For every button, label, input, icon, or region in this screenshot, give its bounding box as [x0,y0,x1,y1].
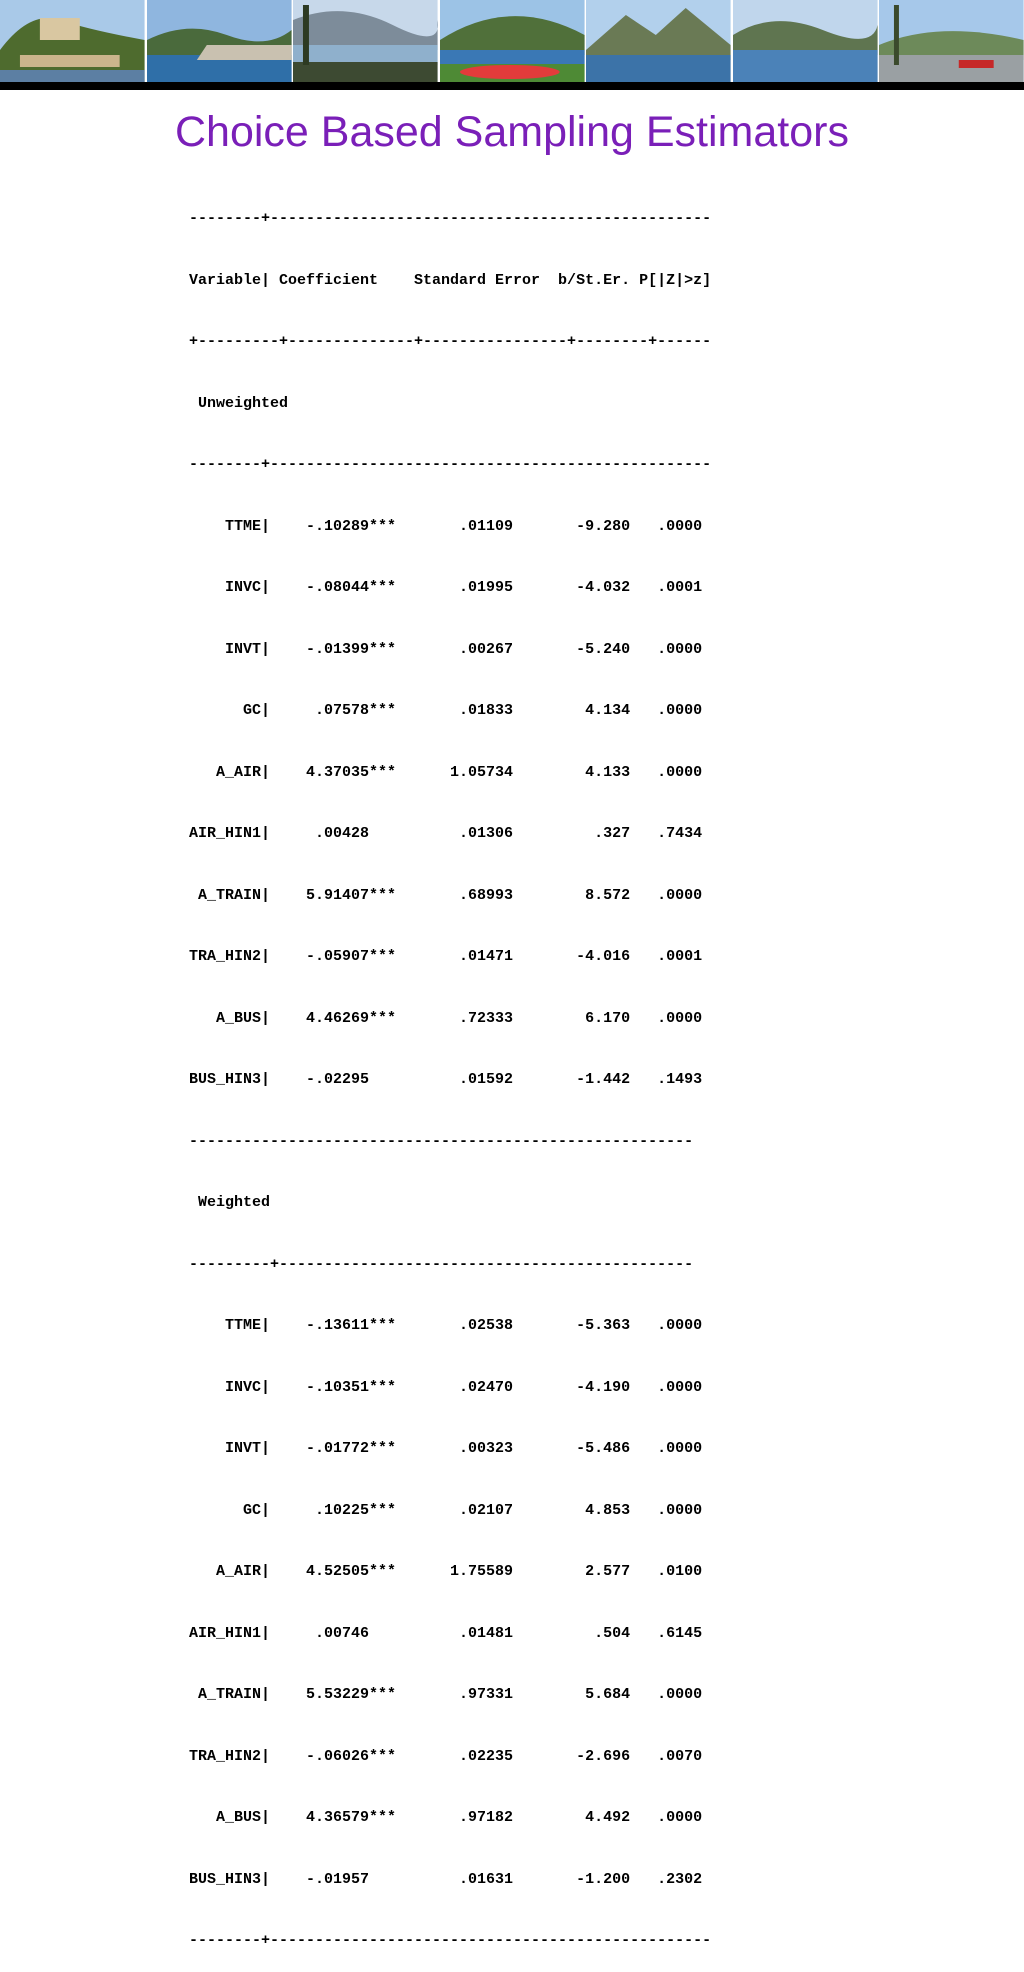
table-row: INVT| -.01399*** .00267 -5.240 .0000 [189,640,703,658]
table-row: A_BUS| 4.36579*** .97182 4.492 .0000 [189,1809,703,1826]
table-rule-top: --------+------------------------------------------------- [189,210,712,227]
hilltop-village-photo [0,0,145,82]
table-row: GC| .07578*** .01833 4.134 .0000 [189,702,703,719]
table-row: A_AIR| 4.52505*** 1.75589 2.577 .0100 [189,1563,703,1580]
photo-banner [0,0,1024,82]
slide-title: Choice Based Sampling Estimators [175,108,849,156]
table-row: TTME| -.13611*** .02538 -5.363 .0000 [189,1317,703,1334]
table-row: INVC| -.08044*** .01995 -4.032 .0001 [189,579,703,596]
table-row: INVC| -.10351*** .02470 -4.190 .0000 [189,1378,703,1396]
table-row: A_AIR| 4.37035*** 1.05734 4.133 .0000 [189,763,703,781]
section-label-unweighted: Unweighted [189,394,289,412]
table-row: A_BUS| 4.46269*** .72333 6.170 .0000 [189,1009,703,1027]
table-rule-section: -------------------------------------------------------- [189,1132,694,1150]
table-row: AIR_HIN1| .00428 .01306 .327 .7434 [189,825,703,842]
table-row: A_TRAIN| 5.53229*** .97331 5.684 .0000 [189,1686,703,1703]
table-header-row: Variable| Coefficient Standard Error b/St.Er. P[|Z|>z] [189,271,712,289]
lakeside-bench-photo [879,0,1024,82]
lakeside-promenade-photo [293,0,438,82]
section-label-weighted: Weighted [189,1194,271,1211]
table-row: GC| .10225*** .02107 4.853 .0000 [189,1501,703,1519]
lake-valley-photo [733,0,878,82]
table-row: BUS_HIN3| -.01957 .01631 -1.200 .2302 [189,1870,703,1888]
table-row: A_TRAIN| 5.91407*** .68993 8.572 .0000 [189,886,703,904]
table-rule-bottom: --------+------------------------------------------------- [189,1932,712,1949]
banner-divider-bar [0,82,1024,90]
table-row: AIR_HIN1| .00746 .01481 .504 .6145 [189,1624,703,1642]
table-rule-weighted: ---------+---------------------------------------------- [189,1255,694,1273]
table-row: BUS_HIN3| -.02295 .01592 -1.442 .1493 [189,1071,703,1088]
table-row: INVT| -.01772*** .00323 -5.486 .0000 [189,1440,703,1457]
table-row: TTME| -.10289*** .01109 -9.280 .0000 [189,517,703,535]
table-row: TRA_HIN2| -.05907*** .01471 -4.016 .0001 [189,948,703,965]
mountain-lake-photo [586,0,731,82]
estimation-output-table [189,168,711,1972]
flower-garden-lake-photo [440,0,585,82]
lake-bay-photo [147,0,292,82]
table-rule-header: +---------+--------------+----------------+--------+------ [189,333,712,350]
table-rule-unweighted: --------+------------------------------------------------- [189,456,712,473]
table-row: TRA_HIN2| -.06026*** .02235 -2.696 .0070 [189,1747,703,1765]
